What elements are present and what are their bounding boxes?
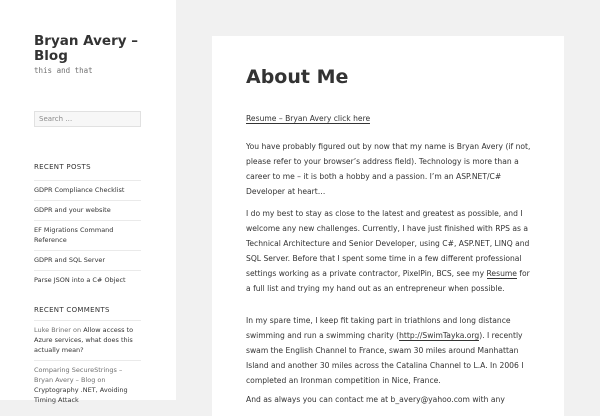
- intro-text: You have probably figured out by now that my name is Bryan Avery (if not, please refer to your browser’s address field). Technology is more than a career to me – it is both a hobby and a passion. I’m an ASP.NET/C# Developer at heart…: [246, 142, 531, 196]
- recent-comments-title: RECENT COMMENTS: [34, 306, 110, 314]
- hobbies-paragraph: [246, 313, 536, 388]
- recent-post-link[interactable]: Parse JSON into a C# Object: [34, 270, 141, 290]
- search-input[interactable]: [34, 111, 141, 127]
- recent-comments-list: [34, 320, 141, 410]
- comment-on: on: [97, 376, 106, 384]
- page-title: About Me: [246, 66, 349, 88]
- career-paragraph: [246, 206, 536, 296]
- contact-text: And as always you can contact me at b_avery@yahoo.com with any: [246, 395, 505, 404]
- intro-paragraph: [246, 139, 536, 199]
- career-text-a: I do my best to stay as close to the latest and greatest as possible, and I welcome any new challenges. Currently, I have just finished with RPS as a Technical Architecture and Senior Developer, using C#, ASP.NET, LINQ and SQL Server. Before that I spent some time in a few different professional settings working as a private contractor, PixelPin, BCS, see my: [246, 209, 530, 278]
- comment-post-link[interactable]: Allow access to Azure services, what does this actually mean?: [34, 326, 134, 354]
- site-title[interactable]: Bryan Avery – Blog: [34, 33, 138, 64]
- resume-link[interactable]: Resume – Bryan Avery click here: [246, 114, 371, 123]
- recent-post-link[interactable]: GDPR Compliance Checklist: [34, 180, 141, 200]
- swimtayka-link[interactable]: http://SwimTayka.org: [399, 331, 480, 340]
- recent-comment: [34, 320, 141, 360]
- comment-author-link[interactable]: Comparing SecureStrings – Bryan Avery – Blog: [34, 366, 123, 384]
- recent-post-link[interactable]: EF Migrations Command Reference: [34, 220, 141, 250]
- recent-posts-title: RECENT POSTS: [34, 163, 91, 171]
- resume-inline-link[interactable]: Resume: [486, 269, 517, 278]
- comment-post-link[interactable]: Cryptography .NET, Avoiding Timing Attack: [34, 386, 128, 404]
- sidebar: [0, 0, 176, 404]
- recent-comment: [34, 360, 141, 410]
- recent-posts-list: [34, 180, 141, 290]
- resume-link-paragraph: [246, 111, 536, 126]
- comment-on: on: [73, 326, 82, 334]
- recent-post-link[interactable]: GDPR and your website: [34, 200, 141, 220]
- career-text-b: for a full list and trying my hand out as an entrepreneur when possible.: [246, 269, 530, 293]
- site-description: this and that: [34, 66, 93, 75]
- hobbies-text-a: In my spare time, I keep fit taking part in triathlons and long distance swimming and run a swimming charity (: [246, 316, 511, 340]
- comment-author: Luke Briner: [34, 326, 71, 334]
- hobbies-text-b: ). I recently swam the English Channel to France, swam 30 miles around Manhattan Island and another 30 miles across the Catalina Channel to L.A. In 2006 I completed an Ironman competition in Nice, France.: [246, 331, 524, 385]
- recent-post-link[interactable]: GDPR and SQL Server: [34, 250, 141, 270]
